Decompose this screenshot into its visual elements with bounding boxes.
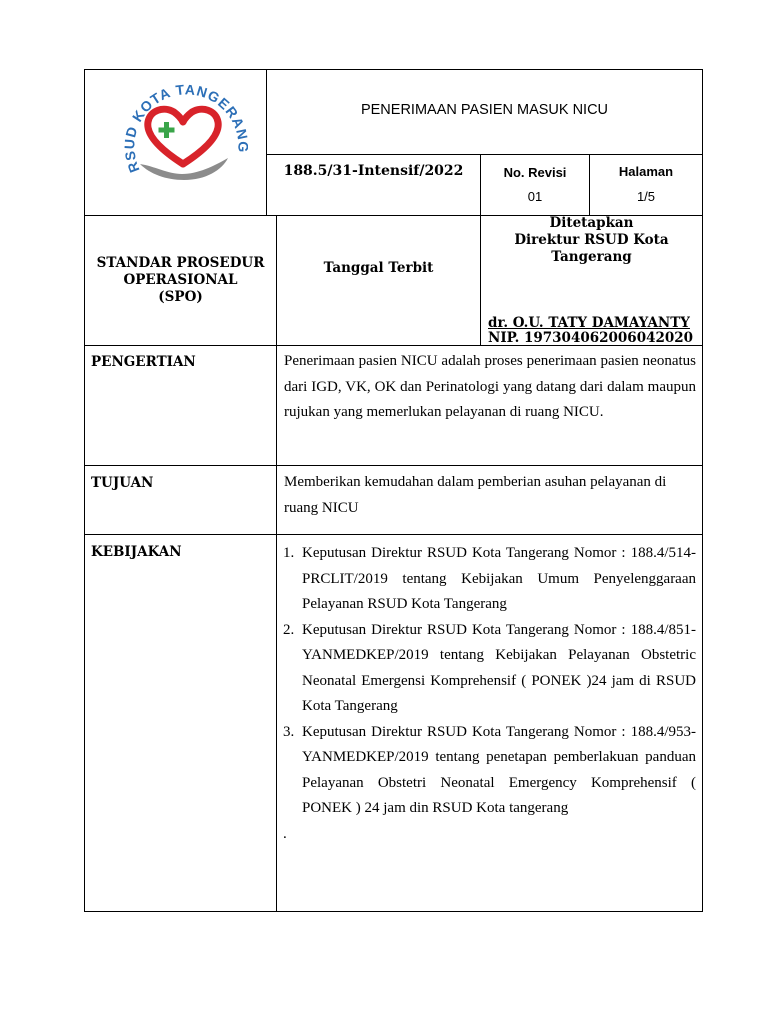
list-item-number: 1. (283, 545, 295, 561)
approval-line-2: Direktur RSUD Kota (514, 232, 669, 248)
kebijakan-label: KEBIJAKAN (91, 544, 182, 560)
table-border-left (84, 69, 85, 912)
spo-label-line-2: OPERASIONAL (123, 272, 238, 288)
list-item-text: Keputusan Direktur RSUD Kota Tangerang Nomor : 188.4/851-YANMEDKEP/2019 tentang Kebijakan Pelayanan Obstetric Neonatal Emergensi Komprehensif ( PONEK )24 jam di RSUD Kota Tangerang (302, 621, 696, 714)
approval-line-3: Tangerang (551, 249, 632, 265)
issue-date-label: Tanggal Terbit (323, 260, 434, 276)
revision-value: 01 (527, 189, 543, 204)
signer-name: dr. O.U. TATY DAMAYANTY (488, 315, 690, 331)
page-value: 1/5 (636, 189, 656, 204)
hospital-logo-icon (118, 78, 248, 186)
tujuan-label: TUJUAN (91, 475, 154, 491)
table-border-bottom (84, 911, 703, 912)
page-label: Halaman (618, 164, 674, 179)
table-border-top (84, 69, 703, 70)
spo-label-line-1: STANDAR PROSEDUR (96, 255, 265, 271)
spo-col-divider-1 (276, 215, 277, 345)
document-number: 188.5/31-Intensif/2022 (283, 163, 464, 179)
list-item-number: 3. (283, 723, 295, 740)
revision-label: No. Revisi (503, 165, 567, 180)
list-item-text: Keputusan Direktur RSUD Kota Tangerang Nomor : 188.4/953-YANMEDKEP/2019 tentang penetapan pemberlakuan panduan Pelayanan Obstetri Neonatal Emergency Komprehensif ( PONEK ) 24 jam din RSUD Kota tangerang (302, 723, 696, 816)
row-separator-tujuan (84, 534, 703, 535)
title-divider (266, 154, 703, 155)
pengertian-text: Penerimaan pasien NICU adalah proses penerimaan pasien neonatus dari IGD, VK, OK dan Perinatologi yang datang dari dalam maupun rujukan yang memerlukan pelayanan di ruang NICU. (284, 353, 696, 420)
list-item (283, 720, 696, 822)
docnum-divider (480, 154, 481, 215)
signer-nip: NIP. 197304062006042020 (488, 330, 694, 346)
body-col-divider (276, 345, 277, 912)
list-trailing-dot: . (283, 825, 287, 842)
document-title: PENERIMAAN PASIEN MASUK NICU (360, 102, 609, 118)
kebijakan-list (283, 541, 696, 847)
pengertian-label: PENGERTIAN (91, 354, 196, 370)
row-separator-pengertian (84, 465, 703, 466)
spo-label-line-3: (SPO) (158, 289, 203, 305)
spo-label (85, 255, 276, 306)
list-item-number: 2. (283, 621, 295, 638)
logo-divider (266, 69, 267, 215)
list-item (283, 618, 696, 720)
approval-block (481, 215, 702, 266)
approval-line-1: Ditetapkan (549, 215, 634, 231)
tujuan-text: Memberikan kemudahan dalam pemberian asuhan pelayanan di ruang NICU (284, 474, 667, 516)
table-border-right (702, 69, 703, 912)
hospital-logo (118, 78, 248, 186)
logo-text: RSUD KOTA TANGERA (121, 81, 248, 175)
list-item (283, 541, 696, 618)
list-item-text: Keputusan Direktur RSUD Kota Tangerang Nomor : 188.4/514-PRCLIT/2019 tentang Kebijakan Umum Penyelenggaraan Pelayanan RSUD Kota Tangerang (302, 545, 696, 612)
